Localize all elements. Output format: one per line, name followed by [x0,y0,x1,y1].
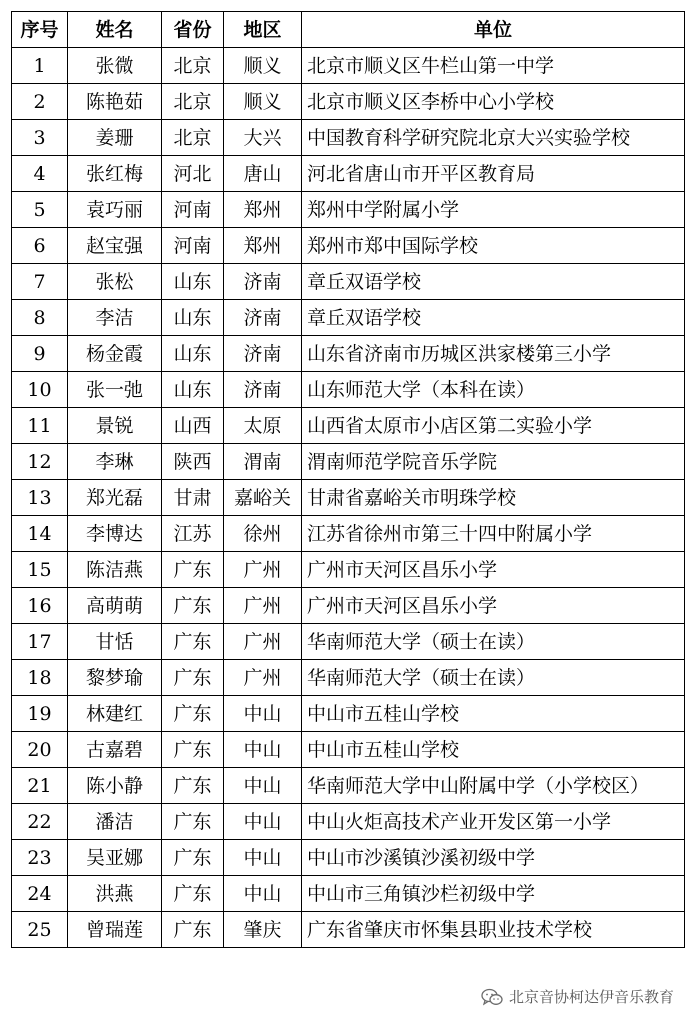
watermark [481,986,674,1007]
cell-region: 顺义 [224,84,302,120]
header-cell-name: 姓名 [68,12,162,48]
cell-province: 北京 [162,120,224,156]
table-row [12,732,685,768]
table-row [12,840,685,876]
cell-unit: 广州市天河区昌乐小学 [302,552,685,588]
cell-unit: 中山火炬高技术产业开发区第一小学 [302,804,685,840]
cell-no: 18 [12,660,68,696]
cell-name: 古嘉碧 [68,732,162,768]
table-row [12,696,685,732]
cell-name: 张一弛 [68,372,162,408]
cell-no: 1 [12,48,68,84]
table-row [12,408,685,444]
table-row [12,84,685,120]
table-row [12,804,685,840]
cell-unit: 中山市五桂山学校 [302,696,685,732]
cell-province: 北京 [162,48,224,84]
cell-no: 21 [12,768,68,804]
cell-name: 曾瑞莲 [68,912,162,948]
cell-region: 中山 [224,840,302,876]
table-row [12,480,685,516]
cell-no: 14 [12,516,68,552]
cell-province: 广东 [162,876,224,912]
cell-unit: 章丘双语学校 [302,300,685,336]
cell-no: 2 [12,84,68,120]
cell-no: 15 [12,552,68,588]
cell-region: 济南 [224,336,302,372]
table-row [12,336,685,372]
cell-no: 25 [12,912,68,948]
cell-unit: 中山市沙溪镇沙溪初级中学 [302,840,685,876]
cell-region: 济南 [224,372,302,408]
cell-name: 吴亚娜 [68,840,162,876]
cell-no: 4 [12,156,68,192]
cell-no: 5 [12,192,68,228]
cell-province: 甘肃 [162,480,224,516]
roster-table [11,11,685,948]
cell-name: 李洁 [68,300,162,336]
cell-name: 张松 [68,264,162,300]
cell-region: 广州 [224,660,302,696]
cell-region: 唐山 [224,156,302,192]
cell-no: 12 [12,444,68,480]
cell-province: 广东 [162,588,224,624]
cell-name: 陈艳茹 [68,84,162,120]
cell-name: 洪燕 [68,876,162,912]
cell-name: 李琳 [68,444,162,480]
table-row [12,48,685,84]
cell-region: 中山 [224,732,302,768]
cell-region: 徐州 [224,516,302,552]
cell-no: 24 [12,876,68,912]
cell-region: 广州 [224,624,302,660]
cell-province: 山东 [162,336,224,372]
cell-no: 13 [12,480,68,516]
cell-province: 广东 [162,768,224,804]
cell-province: 江苏 [162,516,224,552]
cell-unit: 江苏省徐州市第三十四中附属小学 [302,516,685,552]
cell-no: 23 [12,840,68,876]
cell-name: 甘恬 [68,624,162,660]
cell-unit: 华南师范大学中山附属中学（小学校区） [302,768,685,804]
cell-no: 7 [12,264,68,300]
cell-unit: 北京市顺义区牛栏山第一中学 [302,48,685,84]
cell-name: 李博达 [68,516,162,552]
cell-region: 济南 [224,264,302,300]
cell-region: 肇庆 [224,912,302,948]
cell-unit: 甘肃省嘉峪关市明珠学校 [302,480,685,516]
cell-region: 中山 [224,876,302,912]
cell-name: 景锐 [68,408,162,444]
cell-unit: 广州市天河区昌乐小学 [302,588,685,624]
cell-province: 山东 [162,300,224,336]
watermark-text: 北京音协柯达伊音乐教育 [508,988,674,1006]
cell-region: 广州 [224,588,302,624]
cell-name: 袁巧丽 [68,192,162,228]
cell-unit: 章丘双语学校 [302,264,685,300]
cell-name: 潘洁 [68,804,162,840]
cell-unit: 广东省肇庆市怀集县职业技术学校 [302,912,685,948]
cell-province: 山东 [162,264,224,300]
cell-region: 中山 [224,768,302,804]
cell-no: 19 [12,696,68,732]
cell-region: 中山 [224,696,302,732]
table-row [12,264,685,300]
cell-name: 张红梅 [68,156,162,192]
wechat-icon [481,988,503,1006]
cell-unit: 郑州中学附属小学 [302,192,685,228]
cell-no: 16 [12,588,68,624]
cell-province: 广东 [162,912,224,948]
cell-name: 张微 [68,48,162,84]
header-cell-unit: 单位 [302,12,685,48]
cell-no: 10 [12,372,68,408]
cell-province: 广东 [162,732,224,768]
cell-unit: 中国教育科学研究院北京大兴实验学校 [302,120,685,156]
cell-name: 赵宝强 [68,228,162,264]
cell-region: 嘉峪关 [224,480,302,516]
cell-name: 陈洁燕 [68,552,162,588]
cell-no: 9 [12,336,68,372]
cell-province: 河南 [162,228,224,264]
cell-province: 山西 [162,408,224,444]
cell-unit: 郑州市郑中国际学校 [302,228,685,264]
table-row [12,912,685,948]
cell-region: 广州 [224,552,302,588]
cell-province: 广东 [162,624,224,660]
cell-name: 黎梦瑜 [68,660,162,696]
cell-no: 8 [12,300,68,336]
table-row [12,120,685,156]
cell-name: 陈小静 [68,768,162,804]
header-row [12,12,685,48]
table-row [12,660,685,696]
cell-unit: 渭南师范学院音乐学院 [302,444,685,480]
header-cell-region: 地区 [224,12,302,48]
cell-province: 广东 [162,804,224,840]
cell-province: 山东 [162,372,224,408]
cell-province: 陕西 [162,444,224,480]
cell-province: 广东 [162,696,224,732]
cell-province: 河北 [162,156,224,192]
table-row [12,624,685,660]
cell-name: 林建红 [68,696,162,732]
cell-unit: 中山市五桂山学校 [302,732,685,768]
cell-province: 北京 [162,84,224,120]
cell-region: 太原 [224,408,302,444]
cell-name: 姜珊 [68,120,162,156]
table-row [12,876,685,912]
cell-no: 6 [12,228,68,264]
cell-unit: 山西省太原市小店区第二实验小学 [302,408,685,444]
cell-province: 广东 [162,660,224,696]
cell-no: 3 [12,120,68,156]
cell-unit: 北京市顺义区李桥中心小学校 [302,84,685,120]
cell-province: 广东 [162,840,224,876]
header-cell-no: 序号 [12,12,68,48]
cell-name: 高萌萌 [68,588,162,624]
cell-province: 广东 [162,552,224,588]
table-row [12,156,685,192]
cell-region: 渭南 [224,444,302,480]
cell-no: 11 [12,408,68,444]
cell-no: 20 [12,732,68,768]
cell-name: 杨金霞 [68,336,162,372]
table-row [12,768,685,804]
cell-region: 济南 [224,300,302,336]
table-row [12,228,685,264]
table-row [12,588,685,624]
cell-region: 中山 [224,804,302,840]
cell-no: 17 [12,624,68,660]
cell-province: 河南 [162,192,224,228]
cell-no: 22 [12,804,68,840]
table-row [12,372,685,408]
header-cell-province: 省份 [162,12,224,48]
cell-region: 大兴 [224,120,302,156]
table-row [12,300,685,336]
cell-unit: 山东省济南市历城区洪家楼第三小学 [302,336,685,372]
table-body [12,48,685,948]
cell-region: 顺义 [224,48,302,84]
table-row [12,444,685,480]
cell-unit: 中山市三角镇沙栏初级中学 [302,876,685,912]
cell-name: 郑光磊 [68,480,162,516]
cell-unit: 河北省唐山市开平区教育局 [302,156,685,192]
cell-unit: 华南师范大学（硕士在读） [302,624,685,660]
cell-region: 郑州 [224,192,302,228]
cell-unit: 山东师范大学（本科在读） [302,372,685,408]
cell-region: 郑州 [224,228,302,264]
cell-unit: 华南师范大学（硕士在读） [302,660,685,696]
table-row [12,192,685,228]
table-row [12,516,685,552]
table-row [12,552,685,588]
